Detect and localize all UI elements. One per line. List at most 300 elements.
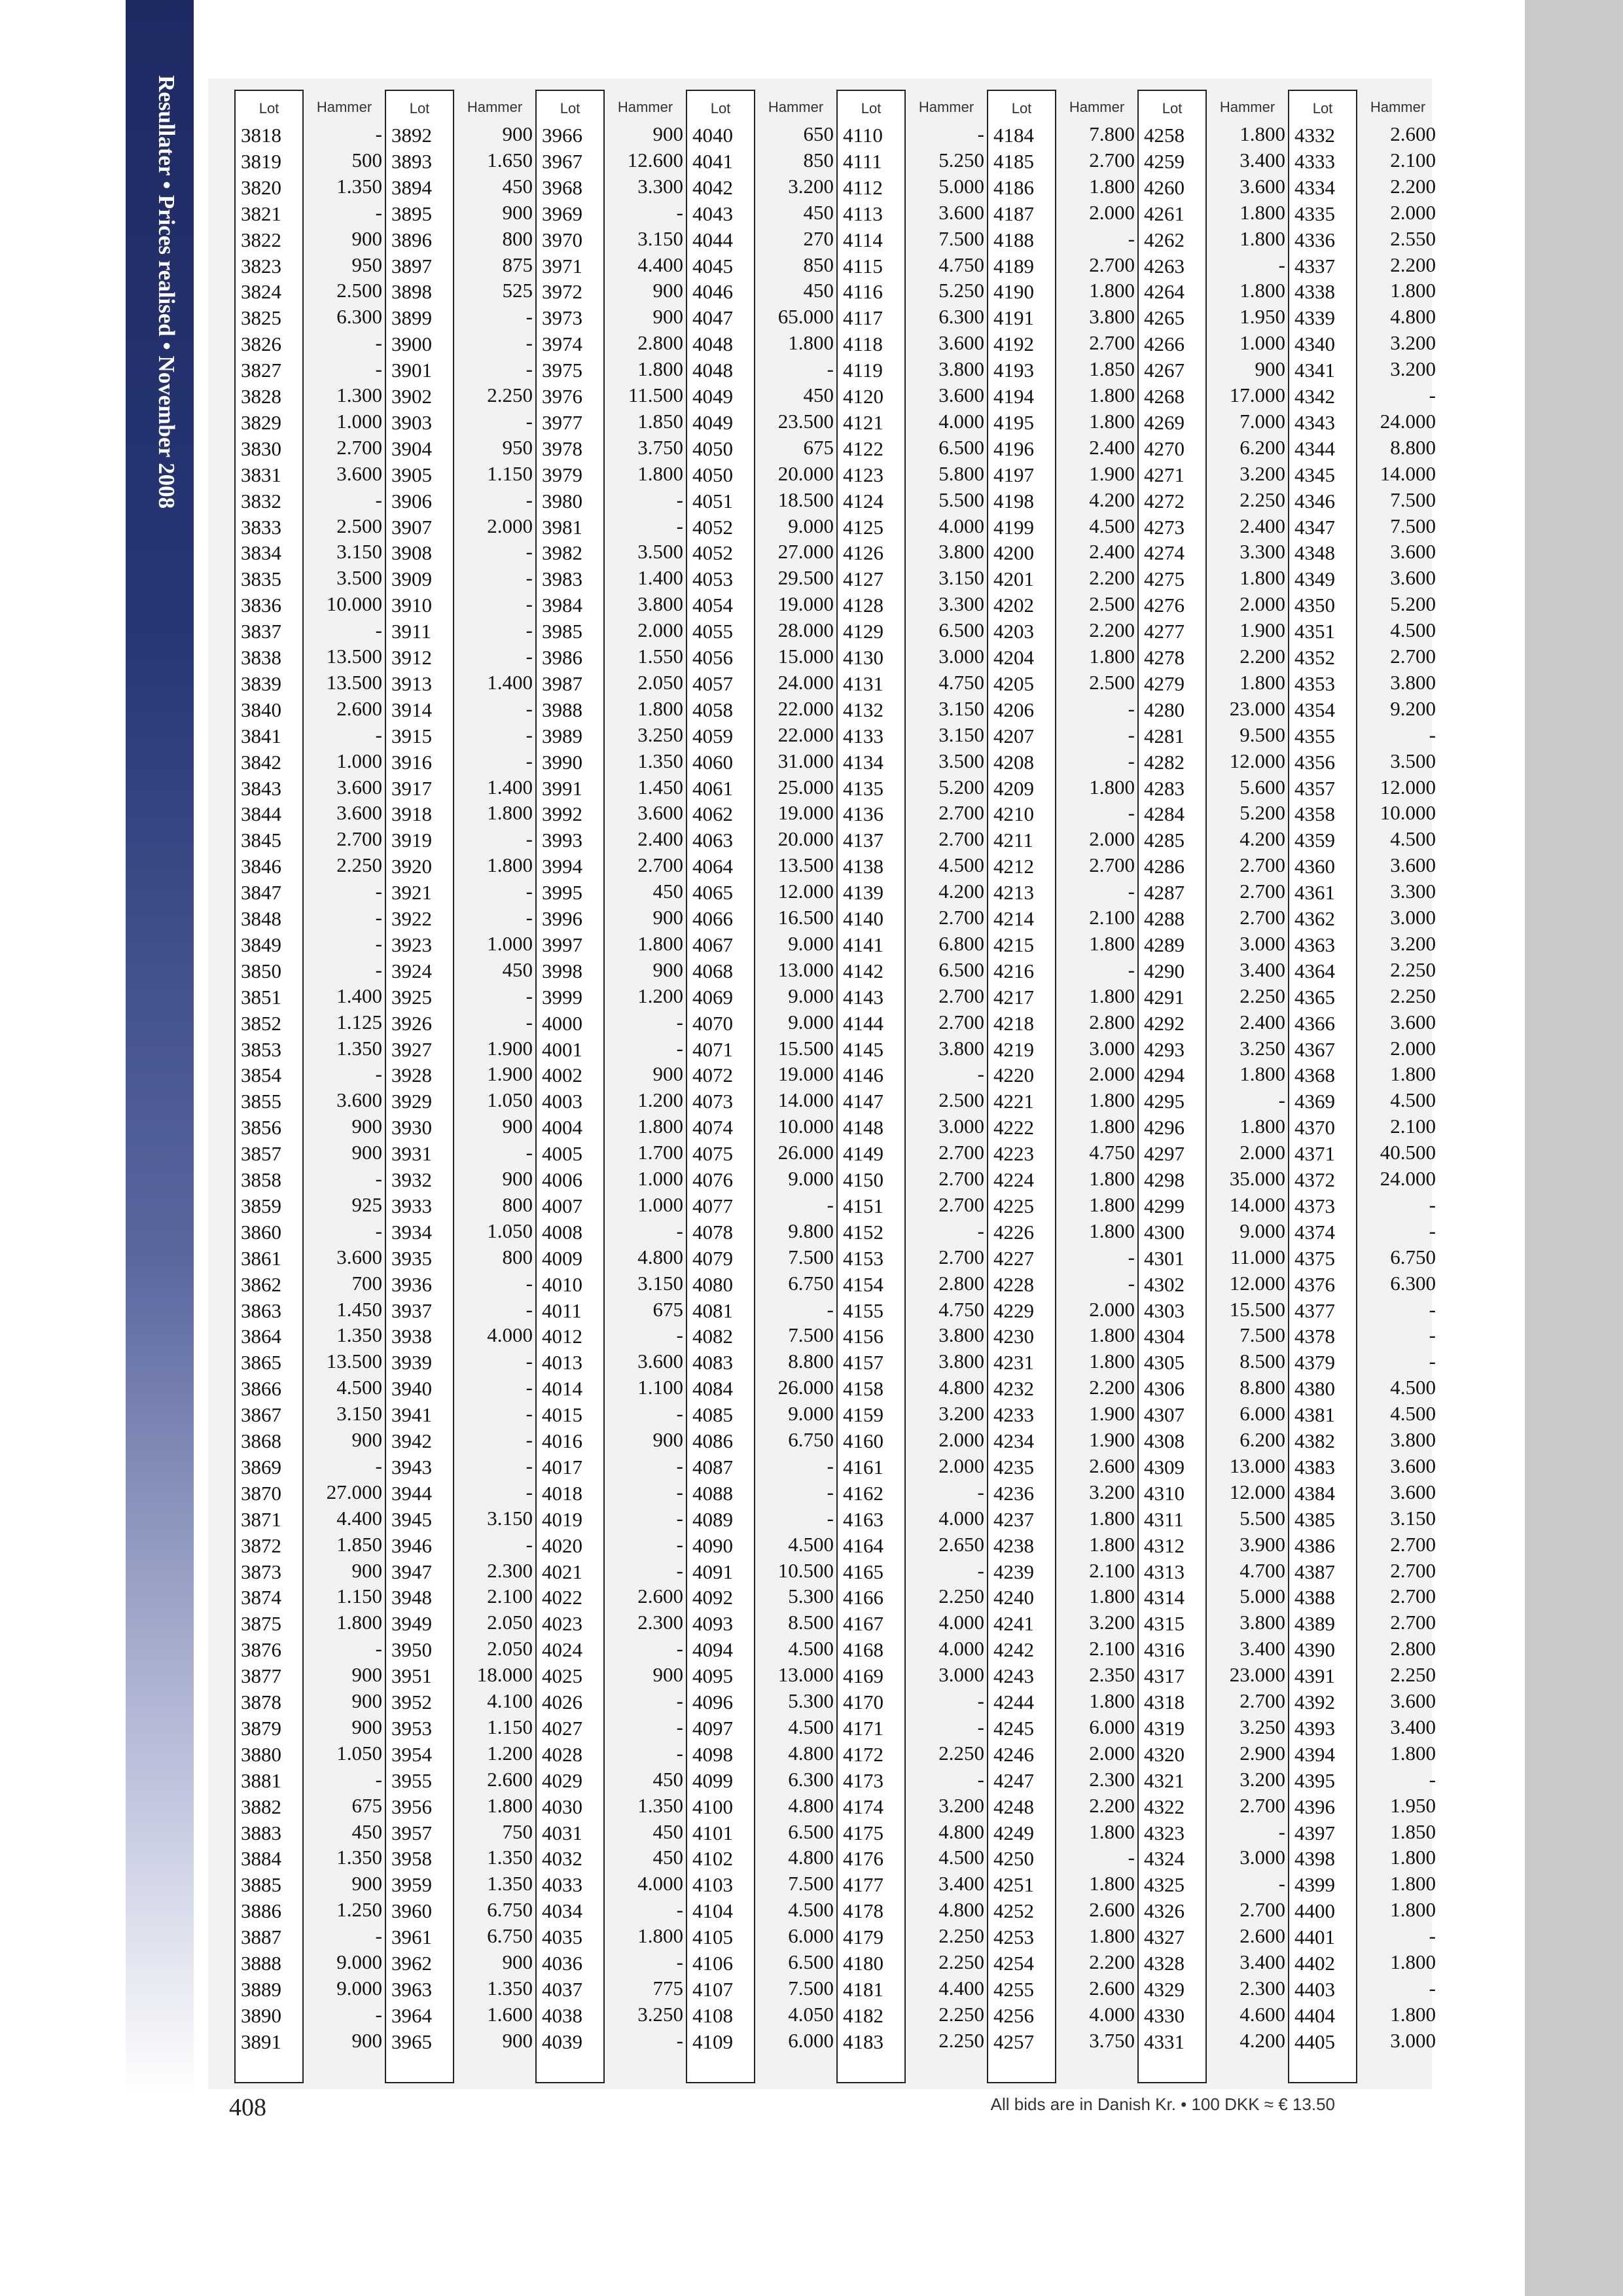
hammer-cell: - <box>1278 1872 1285 1895</box>
hammer-cell: 2.600 <box>336 696 382 720</box>
lot-cell: 3904 <box>391 437 432 460</box>
hammer-cell: 900 <box>652 122 683 145</box>
lot-cell: 4006 <box>542 1168 582 1191</box>
hammer-cell: 2.000 <box>938 1454 984 1477</box>
hammer-cell: 1.800 <box>1390 1898 1436 1922</box>
hammer-cell: 5.000 <box>938 174 984 198</box>
hammer-cell: 1.900 <box>1089 461 1135 485</box>
lot-cell: 3927 <box>391 1037 432 1061</box>
hammer-cell: 6.200 <box>1240 1428 1285 1451</box>
lot-cell: 4301 <box>1144 1246 1185 1270</box>
lot-cell: 4069 <box>692 985 733 1009</box>
hammer-cell: 2.250 <box>938 1741 984 1765</box>
hammer-cell: 2.700 <box>1240 880 1285 903</box>
lot-cell: 3918 <box>391 802 432 826</box>
hammer-column <box>1207 90 1288 2083</box>
hammer-column <box>755 90 836 2083</box>
hammer-cell: 1.200 <box>487 1741 533 1765</box>
hammer-cell: 4.200 <box>1089 488 1135 511</box>
hammer-cell: 13.500 <box>326 670 382 694</box>
lot-cell: 3978 <box>542 437 582 460</box>
lot-cell: 3994 <box>542 855 582 878</box>
hammer-cell: - <box>676 1454 683 1477</box>
lot-cell: 4352 <box>1294 646 1335 669</box>
hammer-cell: 6.750 <box>1390 1245 1436 1268</box>
hammer-cell: 9.800 <box>788 1219 834 1242</box>
hammer-cell: 3.300 <box>1390 880 1436 903</box>
lot-cell: 4217 <box>993 985 1034 1009</box>
hammer-cell: 3.200 <box>788 174 834 198</box>
lot-cell: 3837 <box>241 620 281 643</box>
hammer-cell: 1.000 <box>1240 331 1285 355</box>
lot-cell: 4306 <box>1144 1377 1185 1401</box>
hammer-cell: 1.800 <box>1089 1350 1135 1373</box>
hammer-cell: 1.350 <box>336 174 382 198</box>
hammer-cell: 4.750 <box>938 253 984 276</box>
lot-cell: 3965 <box>391 2030 432 2053</box>
hammer-cell: 3.150 <box>938 566 984 590</box>
lot-cell: 3957 <box>391 1821 432 1844</box>
hammer-cell: 1.800 <box>1089 1167 1135 1190</box>
hammer-cell: - <box>375 331 382 355</box>
lot-cell: 3969 <box>542 202 582 225</box>
lot-cell: 4400 <box>1294 1899 1335 1923</box>
lot-cell: 4003 <box>542 1090 582 1113</box>
hammer-cell: 15.000 <box>777 645 834 668</box>
lot-header: Lot <box>1162 100 1183 117</box>
hammer-cell: 13.500 <box>326 645 382 668</box>
hammer-cell: 6.300 <box>1390 1271 1436 1295</box>
hammer-cell: 2.700 <box>1240 1898 1285 1922</box>
lot-cell: 3907 <box>391 515 432 539</box>
hammer-cell: 2.700 <box>336 435 382 459</box>
lot-cell: 4039 <box>542 2030 582 2053</box>
lot-cell: 3823 <box>241 254 281 278</box>
lot-cell: 4126 <box>843 541 883 565</box>
hammer-cell: 1.125 <box>336 1010 382 1033</box>
hammer-cell: 2.400 <box>1089 540 1135 564</box>
lot-cell: 4192 <box>993 332 1034 356</box>
lot-cell: 4378 <box>1294 1325 1335 1348</box>
lot-cell: 4135 <box>843 776 883 800</box>
lot-cell: 4165 <box>843 1560 883 1583</box>
hammer-cell: 5.800 <box>938 461 984 485</box>
hammer-cell: 2.700 <box>1089 853 1135 877</box>
hammer-cell: 1.800 <box>1240 226 1285 250</box>
lot-cell: 3986 <box>542 646 582 669</box>
lot-cell: 3952 <box>391 1691 432 1713</box>
lot-cell: 4175 <box>843 1821 883 1844</box>
lot-cell: 4285 <box>1144 829 1185 852</box>
lot-cell: 3959 <box>391 1873 432 1897</box>
lot-cell: 4182 <box>843 2003 883 2027</box>
lot-cell: 4074 <box>692 1116 733 1139</box>
lot-cell: 4081 <box>692 1299 733 1322</box>
hammer-cell: 1.800 <box>1089 1088 1135 1112</box>
lot-cell: 3933 <box>391 1194 432 1217</box>
hammer-cell: 2.000 <box>1240 1141 1285 1164</box>
lot-cell: 3818 <box>241 124 281 147</box>
hammer-cell: 1.800 <box>1089 1689 1135 1712</box>
lot-cell: 4304 <box>1144 1325 1185 1348</box>
lot-cell: 3970 <box>542 228 582 251</box>
hammer-cell: 3.750 <box>1089 2028 1135 2052</box>
hammer-cell: 2.250 <box>1240 984 1285 1007</box>
lot-cell: 3913 <box>391 672 432 695</box>
hammer-cell: 1.800 <box>1089 1924 1135 1948</box>
lot-cell: 4305 <box>1144 1351 1185 1374</box>
lot-cell: 4361 <box>1294 881 1335 905</box>
hammer-cell: 2.000 <box>1089 827 1135 851</box>
hammer-cell: 1.800 <box>1240 670 1285 694</box>
lot-cell: 3954 <box>391 1742 432 1766</box>
hammer-cell: 2.700 <box>1390 1585 1436 1608</box>
hammer-cell: 2.700 <box>1390 1532 1436 1556</box>
hammer-cell: 1.800 <box>637 931 683 955</box>
hammer-cell: 3.150 <box>487 1506 533 1530</box>
lot-cell: 3872 <box>241 1534 281 1557</box>
hammer-cell: 2.600 <box>1390 122 1436 145</box>
hammer-cell: 2.000 <box>637 619 683 642</box>
hammer-cell: 900 <box>652 1428 683 1451</box>
hammer-cell: 4.500 <box>336 1376 382 1399</box>
hammer-cell: 19.000 <box>777 592 834 616</box>
hammer-cell: 1.800 <box>1089 1820 1135 1843</box>
lot-cell: 4164 <box>843 1534 883 1557</box>
lot-cell: 4157 <box>843 1351 883 1374</box>
lot-cell: 3832 <box>241 489 281 512</box>
lot-cell: 4359 <box>1294 829 1335 852</box>
lot-cell: 3855 <box>241 1090 281 1113</box>
lot-cell: 4374 <box>1294 1220 1335 1244</box>
lot-cell: 3862 <box>241 1272 281 1296</box>
lot-cell: 3973 <box>542 306 582 330</box>
hammer-cell: - <box>1128 801 1135 825</box>
lot-cell: 4103 <box>692 1873 733 1897</box>
page-number: 408 <box>229 2094 266 2121</box>
hammer-cell: 1.350 <box>637 749 683 772</box>
lot-cell: 4128 <box>843 594 883 617</box>
hammer-cell: 6.000 <box>1089 1715 1135 1738</box>
lot-cell: 3939 <box>391 1351 432 1374</box>
hammer-cell: 5.000 <box>1240 1585 1285 1608</box>
lot-cell: 4257 <box>993 2030 1034 2053</box>
lot-cell: 4245 <box>993 1716 1034 1740</box>
hammer-cell: 4.600 <box>1240 2002 1285 2026</box>
hammer-cell: - <box>676 1219 683 1242</box>
hammer-cell: - <box>526 1350 533 1373</box>
lot-cell: 4045 <box>692 254 733 278</box>
lot-cell: 4200 <box>993 541 1034 565</box>
lot-cell: 4019 <box>542 1507 582 1531</box>
lot-cell: 4020 <box>542 1534 582 1557</box>
hammer-cell: 3.600 <box>1390 853 1436 877</box>
lot-cell: 4025 <box>542 1664 582 1688</box>
lot-cell: 3971 <box>542 254 582 278</box>
hammer-cell: - <box>1429 1323 1436 1347</box>
hammer-cell: - <box>827 1297 834 1321</box>
lot-cell: 3963 <box>391 1977 432 2001</box>
hammer-cell: 2.200 <box>1240 645 1285 668</box>
hammer-cell: - <box>375 906 382 929</box>
lot-cell: 4073 <box>692 1090 733 1113</box>
hammer-cell: 6.750 <box>788 1428 834 1451</box>
hammer-cell: - <box>526 1532 533 1556</box>
lot-cell: 4104 <box>692 1899 733 1923</box>
hammer-cell: - <box>1429 1350 1436 1373</box>
hammer-cell: 2.800 <box>938 1271 984 1295</box>
hammer-cell: 2.700 <box>938 1141 984 1164</box>
hammer-cell: 2.050 <box>487 1637 533 1660</box>
lot-cell: 4219 <box>993 1037 1034 1061</box>
lot-cell: 4085 <box>692 1403 733 1427</box>
lot-cell: 4084 <box>692 1377 733 1401</box>
hammer-cell: 2.250 <box>1390 958 1436 981</box>
lot-cell: 4286 <box>1144 855 1185 878</box>
hammer-cell: 450 <box>502 174 533 198</box>
hammer-cell: 4.400 <box>336 1506 382 1530</box>
hammer-cell: 3.750 <box>637 435 683 459</box>
lot-cell: 4092 <box>692 1586 733 1609</box>
lot-cell: 3982 <box>542 541 582 565</box>
lot-cell: 4254 <box>993 1952 1034 1975</box>
hammer-cell: - <box>977 122 984 145</box>
hammer-cell: - <box>375 357 382 381</box>
lot-cell: 3953 <box>391 1716 432 1740</box>
lot-cell: 4363 <box>1294 933 1335 956</box>
lot-cell: 3923 <box>391 933 432 956</box>
hammer-cell: 13.000 <box>1229 1454 1285 1477</box>
hammer-cell: 6.500 <box>788 1820 834 1843</box>
lot-cell: 4284 <box>1144 802 1185 826</box>
lot-cell: 4221 <box>993 1090 1034 1113</box>
lot-cell: 3950 <box>391 1638 432 1662</box>
hammer-cell: 20.000 <box>777 461 834 485</box>
lot-cell: 4010 <box>542 1272 582 1296</box>
lot-cell: 4244 <box>993 1691 1034 1713</box>
lot-cell: 4344 <box>1294 437 1335 460</box>
lot-cell: 4342 <box>1294 385 1335 408</box>
lot-cell: 3912 <box>391 646 432 669</box>
lot-cell: 4172 <box>843 1742 883 1766</box>
lot-cell: 4065 <box>692 881 733 905</box>
hammer-cell: - <box>676 1480 683 1503</box>
lot-cell: 4112 <box>843 175 883 199</box>
lot-cell: 3867 <box>241 1403 281 1427</box>
lot-cell: 4290 <box>1144 959 1185 982</box>
lot-cell: 4202 <box>993 594 1034 617</box>
hammer-cell: - <box>1429 384 1436 406</box>
hammer-cell: 3.400 <box>1240 1637 1285 1660</box>
hammer-cell: 26.000 <box>777 1141 834 1164</box>
hammer-cell: 2.200 <box>1089 1950 1135 1973</box>
lot-cell: 4357 <box>1294 776 1335 800</box>
hammer-cell: 2.250 <box>938 1585 984 1608</box>
hammer-cell: - <box>526 1454 533 1477</box>
hammer-cell: 23.000 <box>1229 1663 1285 1687</box>
hammer-cell: 3.150 <box>336 1402 382 1426</box>
hammer-cell: 1.800 <box>1089 409 1135 433</box>
lot-cell: 4387 <box>1294 1560 1335 1583</box>
lot-cell: 4403 <box>1294 1977 1335 2001</box>
hammer-cell: - <box>526 696 533 720</box>
hammer-cell: - <box>1278 1088 1285 1112</box>
hammer-cell: 5.200 <box>1390 592 1436 616</box>
hammer-cell: 5.600 <box>1240 775 1285 798</box>
lot-cell: 4070 <box>692 1011 733 1035</box>
hammer-cell: 7.500 <box>1240 1323 1285 1347</box>
lot-cell: 4220 <box>993 1064 1034 1087</box>
lot-cell: 4009 <box>542 1246 582 1270</box>
hammer-cell: 675 <box>803 435 834 459</box>
lot-cell: 4171 <box>843 1716 883 1740</box>
hammer-cell: 6.500 <box>938 958 984 981</box>
lot-cell: 4319 <box>1144 1716 1185 1740</box>
lot-cell: 4106 <box>692 1952 733 1975</box>
hammer-cell: 2.250 <box>938 2002 984 2026</box>
hammer-cell: 450 <box>652 1820 683 1843</box>
lot-cell: 4260 <box>1144 175 1185 199</box>
lot-cell: 3868 <box>241 1429 281 1452</box>
lot-cell: 4040 <box>692 124 733 147</box>
lot-cell: 4314 <box>1144 1586 1185 1609</box>
hammer-cell: 5.500 <box>938 488 984 511</box>
hammer-cell: - <box>676 1898 683 1922</box>
hammer-cell: 31.000 <box>777 749 834 772</box>
hammer-cell: - <box>526 984 533 1007</box>
hammer-cell: 3.600 <box>336 1245 382 1268</box>
hammer-cell: 2.700 <box>1089 148 1135 171</box>
lot-cell: 4356 <box>1294 750 1335 774</box>
hammer-cell: 1.800 <box>487 1793 533 1817</box>
lot-cell: 4001 <box>542 1037 582 1061</box>
hammer-cell: 2.100 <box>1089 906 1135 929</box>
lot-cell: 3956 <box>391 1795 432 1818</box>
lot-cell: 4162 <box>843 1481 883 1505</box>
hammer-cell: 1.800 <box>1240 1115 1285 1138</box>
lot-cell: 3975 <box>542 359 582 382</box>
hammer-cell: 3.400 <box>1240 1950 1285 1973</box>
lot-cell: 4134 <box>843 750 883 774</box>
lot-cell: 4050 <box>692 463 733 486</box>
hammer-cell: 3.600 <box>1390 1010 1436 1033</box>
hammer-cell: 4.800 <box>938 1820 984 1843</box>
hammer-cell: 1.800 <box>1089 1115 1135 1138</box>
hammer-cell: 1.900 <box>1089 1428 1135 1451</box>
hammer-cell: - <box>827 357 834 381</box>
lot-cell: 3844 <box>241 802 281 826</box>
hammer-cell: 2.200 <box>1089 1793 1135 1817</box>
hammer-cell: - <box>375 1167 382 1190</box>
hammer-column <box>454 90 535 2083</box>
lot-cell: 4255 <box>993 1977 1034 2001</box>
hammer-cell: - <box>1128 723 1135 746</box>
hammer-cell: 7.500 <box>1390 514 1436 537</box>
lot-cell: 4087 <box>692 1455 733 1479</box>
lot-cell: 4093 <box>692 1612 733 1636</box>
lot-cell: 4119 <box>843 359 883 382</box>
lot-cell: 3858 <box>241 1168 281 1191</box>
lot-cell: 4275 <box>1144 567 1185 591</box>
hammer-cell: 3.000 <box>938 645 984 668</box>
hammer-cell: 3.250 <box>637 723 683 746</box>
lot-cell: 3883 <box>241 1821 281 1844</box>
lot-cell: 4276 <box>1144 594 1185 617</box>
hammer-cell: 4.500 <box>788 1532 834 1556</box>
hammer-cell: 950 <box>351 253 382 276</box>
hammer-cell: - <box>1128 749 1135 772</box>
hammer-cell: 5.200 <box>938 775 984 798</box>
lot-cell: 3967 <box>542 149 582 173</box>
lot-cell: 4208 <box>993 750 1034 774</box>
hammer-cell: 26.000 <box>777 1376 834 1399</box>
hammer-cell: - <box>1278 1820 1285 1843</box>
lot-cell: 3914 <box>391 698 432 721</box>
lot-cell: 4294 <box>1144 1064 1185 1087</box>
lot-cell: 4277 <box>1144 620 1185 643</box>
lot-cell: 3831 <box>241 463 281 486</box>
hammer-cell: 7.500 <box>788 1245 834 1268</box>
lot-cell: 4113 <box>843 202 883 225</box>
lot-cell: 4309 <box>1144 1455 1185 1479</box>
hammer-cell: 2.000 <box>1089 1062 1135 1086</box>
lot-cell: 3989 <box>542 724 582 747</box>
lot-cell: 4160 <box>843 1429 883 1452</box>
hammer-cell: - <box>526 1402 533 1426</box>
lot-cell: 3891 <box>241 2030 281 2053</box>
lot-cell: 3938 <box>391 1325 432 1348</box>
lot-cell: 4282 <box>1144 750 1185 774</box>
lot-cell: 4090 <box>692 1534 733 1557</box>
lot-cell: 3949 <box>391 1612 432 1636</box>
lot-cell: 4315 <box>1144 1612 1185 1636</box>
hammer-cell: 2.600 <box>1089 1898 1135 1922</box>
lot-cell: 4272 <box>1144 489 1185 512</box>
hammer-cell: 1.350 <box>336 1846 382 1869</box>
hammer-cell: 2.100 <box>1089 1558 1135 1582</box>
lot-cell: 4117 <box>843 306 883 330</box>
lot-cell: 4201 <box>993 567 1034 591</box>
lot-cell: 3852 <box>241 1011 281 1035</box>
lot-cell: 3848 <box>241 907 281 930</box>
lot-cell: 4360 <box>1294 855 1335 878</box>
lot-cell: 4002 <box>542 1064 582 1087</box>
lot-cell: 4330 <box>1144 2003 1185 2027</box>
lot-cell: 4185 <box>993 149 1034 173</box>
lot-cell: 4089 <box>692 1507 733 1531</box>
lot-cell: 4324 <box>1144 1847 1185 1871</box>
hammer-cell: 2.700 <box>637 853 683 877</box>
lot-cell: 4243 <box>993 1664 1034 1688</box>
hammer-cell: 4.000 <box>938 514 984 537</box>
hammer-cell: 1.800 <box>1089 1323 1135 1347</box>
lot-cell: 4011 <box>542 1299 582 1322</box>
lot-cell: 4334 <box>1294 175 1335 199</box>
lot-cell: 3847 <box>241 881 281 905</box>
lot-cell: 4144 <box>843 1011 883 1035</box>
lot-cell: 3890 <box>241 2003 281 2027</box>
lot-column <box>836 90 906 2083</box>
lot-cell: 3964 <box>391 2003 432 2027</box>
hammer-cell: - <box>375 1062 382 1086</box>
hammer-cell: - <box>526 619 533 642</box>
lot-cell: 3897 <box>391 254 432 278</box>
hammer-cell: - <box>1429 1976 1436 2000</box>
hammer-cell: 450 <box>652 880 683 903</box>
hammer-cell: - <box>977 1480 984 1503</box>
lot-cell: 4213 <box>993 881 1034 905</box>
lot-cell: 4355 <box>1294 724 1335 747</box>
